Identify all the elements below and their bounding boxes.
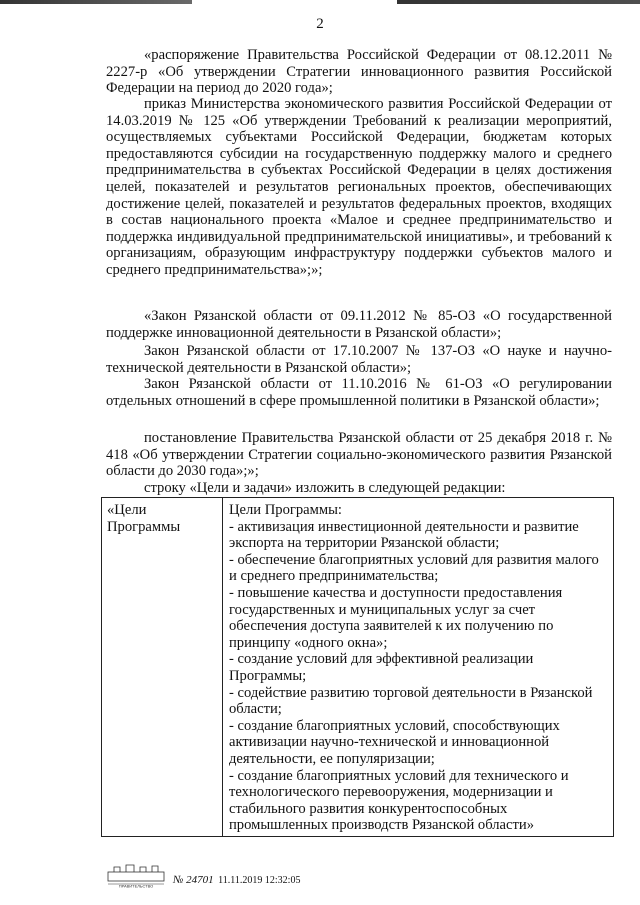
paragraph-law-science: [106, 343, 612, 376]
goals-item: - создание благоприятных условий для технического и технологического перевооружения, модернизации и стабильного развития конкурентоспособных промышленных производств Рязанской области»: [229, 767, 569, 834]
goals-item: - содействие развитию торговой деятельности в Рязанской области;: [229, 684, 593, 718]
doc-number: № 24701: [173, 874, 214, 886]
goals-heading: Цели Программы:: [229, 502, 342, 518]
registration-number: [173, 874, 300, 886]
paragraph-text: строку «Цели и задачи» изложить в следующей редакции:: [144, 480, 506, 496]
doc-timestamp: 11.11.2019 12:32:05: [218, 875, 301, 886]
paragraph-text: Закон Рязанской области от 17.10.2007 № 137-ОЗ «О науке и научно-технической деятельности в Рязанской области»;: [106, 343, 612, 376]
goals-table-content: [223, 498, 613, 836]
goals-item: - создание благоприятных условий, способствующих активизации научно-технической и инновационной деятельности, ее популяризации;: [229, 717, 560, 767]
paragraph-law-industry: [106, 376, 612, 409]
paragraph-strategy-innovation: [106, 47, 612, 97]
goals-item: - активизация инвестиционной деятельности и развитие экспорта на территории Рязанской области;: [229, 518, 579, 552]
paragraph-goals-intro: [106, 480, 612, 497]
document-footer: [106, 862, 366, 890]
paragraph-text: Закон Рязанской области от 11.10.2016 № 61-ОЗ «О регулировании отдельных отношений в сфере промышленной политики в Рязанской области»;: [106, 376, 612, 409]
paragraph-resolution-strategy: [106, 430, 612, 480]
scan-edge-artifact: [0, 0, 640, 4]
paragraph-text: постановление Правительства Рязанской области от 25 декабря 2018 г. № 418 «Об утверждении Стратегии социально-экономического развития Рязанской области до 2030 года»;»;: [106, 430, 612, 480]
goals-item: - повышение качества и доступности предоставления государственных и муниципальных услуг за счет обеспечения доступа заявителей к их получению по принципу «одного окна»;: [229, 584, 563, 651]
government-emblem-icon: [106, 862, 166, 888]
stamp-text: ПРАВИТЕЛЬСТВО: [118, 883, 154, 888]
page-number: 2: [316, 16, 324, 32]
paragraph-text: «Закон Рязанской области от 09.11.2012 № 85-ОЗ «О государственной поддержке инновационной деятельности в Рязанской области»;: [106, 308, 612, 341]
paragraph-order-ministry: [106, 96, 612, 279]
paragraph-law-innovation: [106, 308, 612, 341]
goals-table: [101, 497, 614, 837]
paragraph-text: «распоряжение Правительства Российской Федерации от 08.12.2011 № 2227-р «Об утверждении Стратегии инновационного развития Российской Федерации на период до 2020 года»;: [106, 47, 612, 97]
goals-item: - создание условий для эффективной реализации Программы;: [229, 651, 534, 684]
goals-item: - обеспечение благоприятных условий для развития малого и среднего предпринимательства;: [229, 551, 599, 585]
goals-table-label: «Цели Программы: [102, 498, 223, 836]
paragraph-text: приказ Министерства экономического развития Российской Федерации от 14.03.2019 № 125 «Об утверждении Требований к реализации мероприятий, осуществляемых субъектами Российской Федерации, бюджетам которых предоставляются субсидии на государственную поддержку малого и среднего предпринимательства в субъектах Российской Федерации в целях достижения целей, показателей и результатов региональных проектов, обеспечивающих достижение целей, показателей и результатов федеральных проектов, входящих в состав национального проекта «Малое и среднее предпринимательство и поддержка индивидуальной предпринимательской инициативы», и требований к организациям, образующим инфраструктуру поддержки субъектов малого и среднего предпринимательства»;»;: [106, 96, 612, 278]
